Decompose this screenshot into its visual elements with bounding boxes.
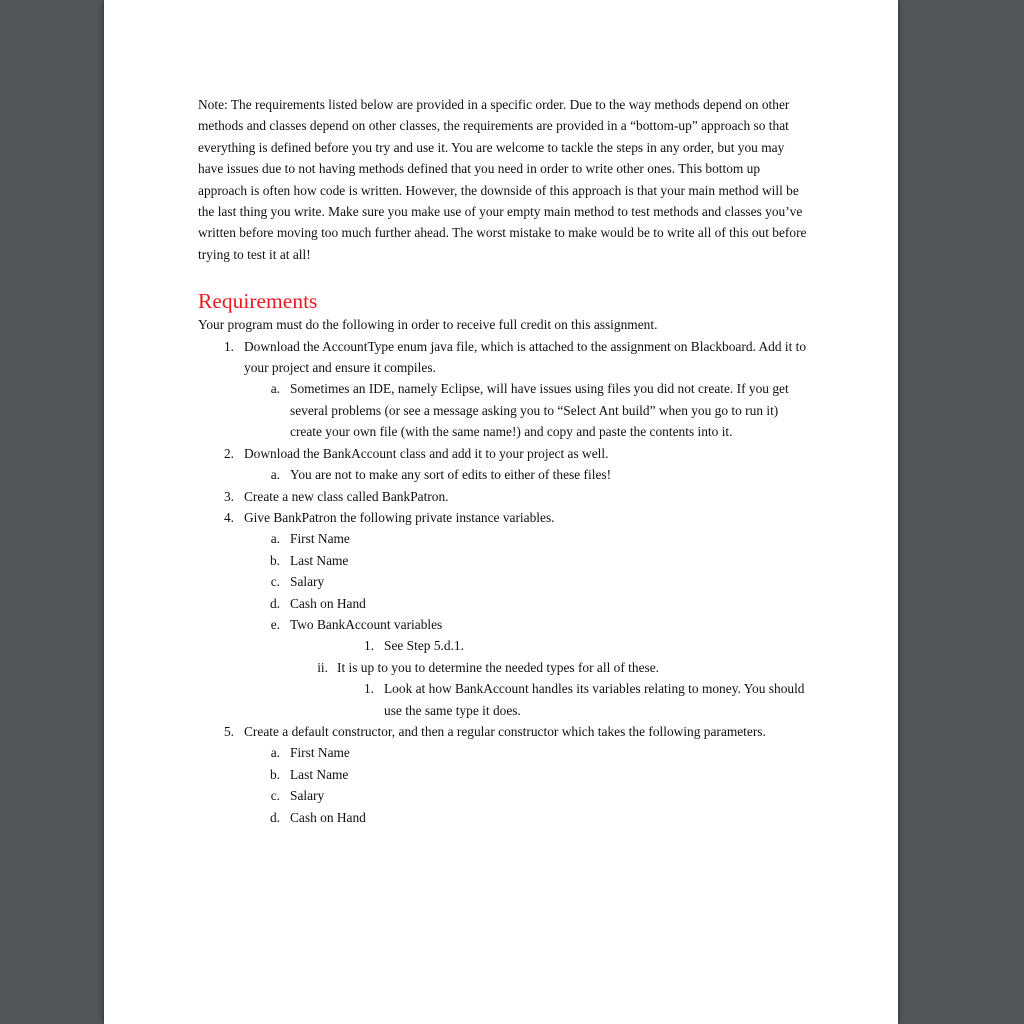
list-item-text: Create a new class called BankPatron. [244, 488, 449, 504]
note-paragraph: Note: The requirements listed below are provided in a specific order. Due to the way methods depend on other methods and classes depend on other classes, the requirements are provided in a “bottom-up” approach so that everything is defined before you try and use it. You are welcome to tackle the steps in any order, but you may have issues due to not having methods defined that you need in order to write other ones. This bottom up approach is often how code is written. However, the downside of this approach is that your main method will be the last thing you write. Make sure you make use of your empty main method to test methods and classes you’ve written before moving too much further ahead. The worst mistake to make would be to write all of this out before trying to test it at all! [198, 97, 807, 262]
list-item [198, 657, 810, 678]
document-page [104, 0, 898, 1024]
list-item-text: Salary [290, 788, 325, 804]
list-item [198, 742, 810, 763]
list-item [198, 785, 810, 806]
list-marker: 4. [223, 509, 234, 525]
list-marker: b. [269, 766, 280, 782]
list-item-text: Give BankPatron the following private instance variables. [244, 509, 555, 525]
intro-text: Your program must do the following in order to receive full credit on this assignment. [198, 317, 658, 333]
list-item-text: First Name [290, 745, 350, 761]
list-item [198, 571, 810, 592]
page-content [198, 94, 810, 828]
list-marker: a. [270, 381, 280, 397]
list-item-text: It is up to you to determine the needed types for all of these. [337, 659, 660, 675]
list-item [198, 593, 810, 614]
list-item-text: Download the BankAccount class and add it to your project as well. [244, 445, 609, 461]
list-item-text: First Name [290, 531, 350, 547]
list-item [198, 528, 810, 549]
list-marker: c. [270, 574, 280, 590]
list-item [198, 807, 810, 828]
list-item-text: Two BankAccount variables [290, 616, 443, 632]
list-marker: d. [269, 809, 280, 825]
list-item-text: Salary [290, 574, 325, 590]
list-marker: b. [269, 552, 280, 568]
list-item [198, 550, 810, 571]
list-item-text: Cash on Hand [290, 595, 366, 611]
list-marker: a. [270, 745, 280, 761]
list-item [198, 764, 810, 785]
list-item-text: Cash on Hand [290, 809, 366, 825]
list-item [198, 464, 810, 485]
list-marker: a. [270, 531, 280, 547]
list-marker: 1. [223, 338, 234, 354]
list-item-text: See Step 5.d.1. [384, 638, 464, 654]
list-item [198, 721, 810, 742]
list-item-text: Last Name [290, 552, 349, 568]
list-item-text: Look at how BankAccount handles its variables relating to money. You should use the same type it does. [384, 681, 805, 718]
list-marker: e. [270, 616, 280, 632]
list-marker: 5. [223, 723, 234, 739]
list-item [198, 378, 810, 442]
list-marker: 1. [363, 638, 374, 654]
list-marker: 1. [363, 681, 374, 697]
list-item-text: Last Name [290, 766, 349, 782]
list-item-text: Download the AccountType enum java file, which is attached to the assignment on Blackboard. Add it to your project and ensure it compiles. [244, 338, 807, 376]
list-marker: a. [270, 467, 280, 483]
list-marker: c. [270, 788, 280, 804]
list-item [198, 614, 810, 635]
list-item [198, 486, 810, 507]
list-marker: 3. [223, 488, 234, 504]
list-item-text: You are not to make any sort of edits to either of these files! [290, 467, 612, 483]
list-item [198, 635, 810, 656]
list-item-text: Create a default constructor, and then a regular constructor which takes the following parameters. [244, 723, 766, 739]
list-item [198, 336, 810, 379]
list-item [198, 443, 810, 464]
list-marker: d. [269, 595, 280, 611]
list-item-text: Sometimes an IDE, namely Eclipse, will have issues using files you did not create. If you get several problems (or see a message asking you to “Select Ant build” when you go to run it) create your own file (with the same name!) and copy and paste the contents into it. [290, 381, 789, 440]
list-item [198, 678, 810, 721]
list-marker: 2. [223, 445, 234, 461]
list-marker: ii. [317, 659, 328, 675]
requirements-heading: Requirements [198, 289, 318, 314]
list-item [198, 507, 810, 528]
